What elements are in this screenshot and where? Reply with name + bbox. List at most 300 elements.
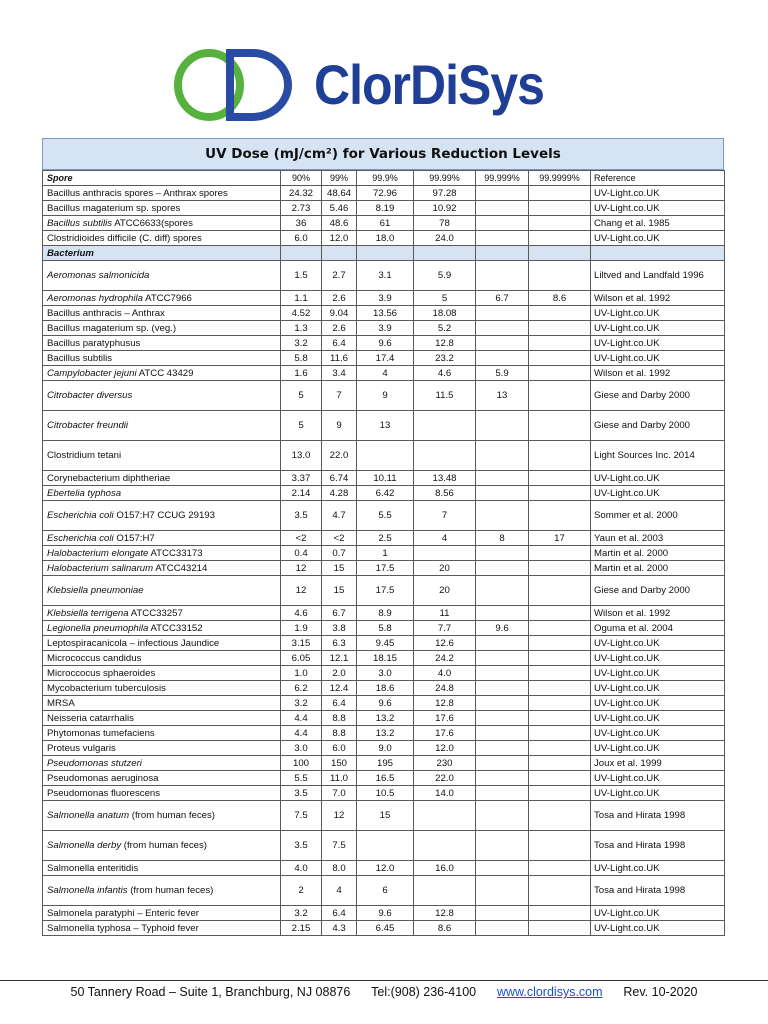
reference-cell: Wilson et al. 1992 — [591, 366, 725, 381]
dose-value: 12.0 — [322, 231, 357, 246]
dose-value — [529, 681, 591, 696]
column-header-row — [43, 171, 725, 186]
organism-name — [43, 651, 281, 666]
organism-name — [43, 471, 281, 486]
table-row — [43, 186, 725, 201]
organism-name-text: Salmonella typhosa – Typhoid fever — [47, 922, 199, 934]
dose-value: 5 — [414, 291, 476, 306]
dose-value: 9 — [322, 411, 357, 441]
reference-cell: Giese and Darby 2000 — [591, 381, 725, 411]
organism-name-text: (from human feces) — [129, 810, 215, 821]
dose-value: 9.04 — [322, 306, 357, 321]
dose-value — [476, 231, 529, 246]
dose-value — [529, 306, 591, 321]
organism-name-text: Bacillus anthracis – Anthrax — [47, 307, 165, 319]
table-row — [43, 906, 725, 921]
dose-value: 8 — [476, 531, 529, 546]
dose-value: 5 — [281, 381, 322, 411]
dose-value — [529, 186, 591, 201]
table-row — [43, 771, 725, 786]
dose-value: 17.5 — [357, 561, 414, 576]
dose-value: 3.9 — [357, 291, 414, 306]
dose-value: 3.0 — [357, 666, 414, 681]
dose-value: 6.7 — [476, 291, 529, 306]
dose-value — [414, 546, 476, 561]
dose-value: 36 — [281, 216, 322, 231]
dose-value — [529, 831, 591, 861]
organism-name — [43, 306, 281, 321]
dose-value — [476, 831, 529, 861]
organism-italic-name: Escherichia coli — [47, 532, 114, 544]
dose-value: 7.0 — [322, 786, 357, 801]
dose-value: 9.6 — [357, 906, 414, 921]
organism-italic-name: Citrobacter freundii — [47, 420, 129, 431]
organism-name-text: ATCC43214 — [153, 562, 208, 574]
dose-value — [476, 681, 529, 696]
organism-name-text: Bacillus magaterium sp. spores — [47, 202, 181, 214]
dose-value: 17 — [529, 531, 591, 546]
table-row — [43, 606, 725, 621]
dose-value: 10.5 — [357, 786, 414, 801]
dose-value: 3.4 — [322, 366, 357, 381]
organism-name — [43, 831, 281, 861]
organism-name-text: Clostridioides difficile (C. diff) spores — [47, 232, 202, 244]
reference-cell: Giese and Darby 2000 — [591, 411, 725, 441]
reference-cell: Tosa and Hirata 1998 — [591, 876, 725, 906]
dose-value — [414, 801, 476, 831]
dose-value — [529, 621, 591, 636]
dose-value — [529, 606, 591, 621]
dose-value: 11.0 — [322, 771, 357, 786]
dose-value — [476, 561, 529, 576]
dose-value: 6.2 — [281, 681, 322, 696]
dose-value: 97.28 — [414, 186, 476, 201]
organism-name-text: (from human feces) — [127, 885, 214, 896]
table-row — [43, 321, 725, 336]
reference-cell: Oguma et al. 2004 — [591, 621, 725, 636]
dose-value: 12 — [281, 576, 322, 606]
table-row — [43, 441, 725, 471]
reference-cell: UV-Light.co.UK — [591, 186, 725, 201]
section-empty-cell — [476, 246, 529, 261]
dose-value — [476, 216, 529, 231]
reference-cell: Wilson et al. 1992 — [591, 606, 725, 621]
dose-value: 6.4 — [322, 906, 357, 921]
uv-dose-table — [42, 170, 725, 936]
dose-value — [476, 321, 529, 336]
dose-value: 7 — [322, 381, 357, 411]
dose-value: 13 — [476, 381, 529, 411]
reference-cell: UV-Light.co.UK — [591, 771, 725, 786]
dose-value — [529, 786, 591, 801]
brand-name: ClorDiSys — [314, 53, 544, 117]
dose-value: 1.1 — [281, 291, 322, 306]
dose-value: 12.8 — [414, 696, 476, 711]
cd-logo-mark-icon — [172, 48, 296, 122]
organism-italic-name: Aeromonas salmonicida — [47, 270, 150, 281]
dose-value — [529, 876, 591, 906]
organism-name-text: Micrococcus candidus — [47, 652, 142, 664]
column-header: 99.9999% — [529, 171, 591, 186]
dose-value: 6.05 — [281, 651, 322, 666]
dose-value: 18.0 — [357, 231, 414, 246]
organism-name — [43, 861, 281, 876]
dose-value: 6.45 — [357, 921, 414, 936]
dose-value: 12.8 — [414, 336, 476, 351]
dose-value: 7.7 — [414, 621, 476, 636]
uv-dose-sheet — [42, 138, 724, 936]
dose-value: 4.52 — [281, 306, 322, 321]
reference-cell: UV-Light.co.UK — [591, 471, 725, 486]
section-empty-cell — [529, 246, 591, 261]
dose-value — [529, 741, 591, 756]
dose-value: 18.6 — [357, 681, 414, 696]
reference-cell: Wilson et al. 1992 — [591, 291, 725, 306]
dose-value: 2.14 — [281, 486, 322, 501]
dose-value: 4.0 — [414, 666, 476, 681]
dose-value: 5.9 — [476, 366, 529, 381]
dose-value — [476, 351, 529, 366]
organism-name — [43, 921, 281, 936]
dose-value: 8.6 — [529, 291, 591, 306]
dose-value — [476, 186, 529, 201]
dose-value: 23.2 — [414, 351, 476, 366]
dose-value — [529, 561, 591, 576]
organism-name — [43, 771, 281, 786]
dose-value: 4.4 — [281, 726, 322, 741]
dose-value: 5.5 — [281, 771, 322, 786]
dose-value: 6.0 — [281, 231, 322, 246]
dose-value: 13.48 — [414, 471, 476, 486]
organism-italic-name: Bacillus subtilis — [47, 217, 113, 229]
table-row — [43, 231, 725, 246]
dose-value — [529, 576, 591, 606]
dose-value: 11.5 — [414, 381, 476, 411]
dose-value — [529, 501, 591, 531]
organism-name — [43, 351, 281, 366]
organism-name-text: Bacillus paratyphusus — [47, 337, 141, 349]
organism-name — [43, 291, 281, 306]
dose-value: 5.9 — [414, 261, 476, 291]
reference-cell: UV-Light.co.UK — [591, 486, 725, 501]
organism-name — [43, 486, 281, 501]
table-row — [43, 921, 725, 936]
dose-value: 22.0 — [414, 771, 476, 786]
organism-name — [43, 576, 281, 606]
organism-name-text: MRSA — [47, 697, 75, 709]
dose-value — [529, 471, 591, 486]
reference-cell: Tosa and Hirata 1998 — [591, 801, 725, 831]
dose-value: 8.56 — [414, 486, 476, 501]
dose-value — [476, 861, 529, 876]
organism-italic-name: Aeromonas hydrophila — [47, 292, 143, 304]
dose-value — [529, 651, 591, 666]
column-header: 99.9% — [357, 171, 414, 186]
organism-name — [43, 786, 281, 801]
dose-value — [476, 906, 529, 921]
dose-value — [476, 501, 529, 531]
dose-value — [529, 321, 591, 336]
reference-cell: Yaun et al. 2003 — [591, 531, 725, 546]
table-row — [43, 561, 725, 576]
dose-value: 17.6 — [414, 726, 476, 741]
organism-name-text: Bacillus anthracis spores – Anthrax spores — [47, 187, 228, 199]
organism-italic-name: Ebertelia typhosa — [47, 487, 122, 499]
dose-value: 17.4 — [357, 351, 414, 366]
dose-value: 6.7 — [322, 606, 357, 621]
organism-name-text: Microccocus sphaeroides — [47, 667, 156, 679]
dose-value — [476, 411, 529, 441]
dose-value — [529, 711, 591, 726]
dose-value: 4.6 — [414, 366, 476, 381]
dose-value — [476, 306, 529, 321]
dose-value — [529, 636, 591, 651]
organism-name-text: Neisseria catarrhalis — [47, 712, 134, 724]
organism-name — [43, 411, 281, 441]
table-row — [43, 681, 725, 696]
organism-name-text: Salmonella enteritidis — [47, 862, 139, 874]
table-row — [43, 576, 725, 606]
dose-value: 12.8 — [414, 906, 476, 921]
organism-name — [43, 741, 281, 756]
table-row — [43, 201, 725, 216]
table-row — [43, 486, 725, 501]
reference-cell: Tosa and Hirata 1998 — [591, 831, 725, 861]
organism-italic-name: Escherichia coli — [47, 510, 114, 521]
dose-value: 24.0 — [414, 231, 476, 246]
dose-value — [476, 651, 529, 666]
dose-value: 2.0 — [322, 666, 357, 681]
table-row — [43, 306, 725, 321]
dose-value: 8.0 — [322, 861, 357, 876]
dose-value — [529, 906, 591, 921]
table-row — [43, 756, 725, 771]
table-row — [43, 351, 725, 366]
dose-value — [529, 441, 591, 471]
dose-value: 6.42 — [357, 486, 414, 501]
dose-value: 9.6 — [476, 621, 529, 636]
column-header: 99% — [322, 171, 357, 186]
reference-cell: Liltved and Landfald 1996 — [591, 261, 725, 291]
dose-value: 6.3 — [322, 636, 357, 651]
dose-value: 6 — [357, 876, 414, 906]
dose-value: 61 — [357, 216, 414, 231]
dose-value: 11 — [414, 606, 476, 621]
dose-value: <2 — [281, 531, 322, 546]
dose-value: 11.6 — [322, 351, 357, 366]
dose-value: 100 — [281, 756, 322, 771]
organism-name-text: ATCC33152 — [148, 622, 203, 634]
dose-value: 5.8 — [357, 621, 414, 636]
dose-value — [476, 696, 529, 711]
dose-value — [414, 411, 476, 441]
dose-value — [414, 831, 476, 861]
dose-value — [476, 801, 529, 831]
dose-value: 195 — [357, 756, 414, 771]
clordisys-logo — [172, 44, 612, 126]
reference-cell: Joux et al. 1999 — [591, 756, 725, 771]
dose-value — [529, 231, 591, 246]
organism-name — [43, 366, 281, 381]
table-row — [43, 651, 725, 666]
dose-value: 8.8 — [322, 726, 357, 741]
dose-value: 1.9 — [281, 621, 322, 636]
dose-value: 5 — [281, 411, 322, 441]
column-header: 90% — [281, 171, 322, 186]
dose-value: 20 — [414, 576, 476, 606]
dose-value: 3.5 — [281, 786, 322, 801]
dose-value: 17.6 — [414, 711, 476, 726]
organism-italic-name: Klebsiella pneumoniae — [47, 585, 144, 596]
dose-value: 3.2 — [281, 696, 322, 711]
organism-name-text: Proteus vulgaris — [47, 742, 116, 754]
organism-italic-name: Salmonella derby — [47, 840, 122, 851]
organism-name-text: O157:H7 CCUG 29193 — [113, 510, 215, 521]
organism-name — [43, 186, 281, 201]
dose-value — [529, 201, 591, 216]
dose-value: 17.5 — [357, 576, 414, 606]
dose-value — [476, 441, 529, 471]
dose-value — [529, 801, 591, 831]
dose-value: 8.9 — [357, 606, 414, 621]
dose-value: 5.2 — [414, 321, 476, 336]
footer-website-link[interactable]: www.clordisys.com — [496, 985, 603, 999]
reference-cell: UV-Light.co.UK — [591, 321, 725, 336]
dose-value: 0.7 — [322, 546, 357, 561]
dose-value: 2.7 — [322, 261, 357, 291]
dose-value: 3.2 — [281, 906, 322, 921]
dose-value: 5.5 — [357, 501, 414, 531]
organism-name-text: Pseudomonas aeruginosa — [47, 772, 159, 784]
table-row — [43, 876, 725, 906]
organism-name — [43, 606, 281, 621]
organism-name — [43, 216, 281, 231]
dose-value: 1.0 — [281, 666, 322, 681]
dose-value — [357, 831, 414, 861]
table-row — [43, 636, 725, 651]
reference-cell: Chang et al. 1985 — [591, 216, 725, 231]
organism-name-text: Phytomonas tumefaciens — [47, 727, 155, 739]
dose-value: 9.6 — [357, 336, 414, 351]
dose-value: 15 — [357, 801, 414, 831]
footer-revision: Rev. 10-2020 — [623, 985, 698, 999]
organism-name-text: Salmonela paratyphi – Enteric fever — [47, 907, 199, 919]
dose-value: 48.6 — [322, 216, 357, 231]
organism-name-text: Bacillus magaterium sp. (veg.) — [47, 322, 177, 334]
dose-value: 7.5 — [322, 831, 357, 861]
dose-value: 13 — [357, 411, 414, 441]
organism-name — [43, 906, 281, 921]
organism-name-text: Pseudomonas fluorescens — [47, 787, 161, 799]
dose-value — [476, 756, 529, 771]
organism-name-text: O157:H7 — [113, 532, 155, 544]
footer — [0, 981, 768, 1003]
organism-name — [43, 531, 281, 546]
dose-value: 4.4 — [281, 711, 322, 726]
dose-value — [476, 201, 529, 216]
organism-name-text: (from human feces) — [121, 840, 207, 851]
dose-value — [529, 696, 591, 711]
organism-italic-name: Legionella pneumophila — [47, 622, 149, 634]
dose-value — [476, 711, 529, 726]
reference-cell: UV-Light.co.UK — [591, 711, 725, 726]
dose-value: 20 — [414, 561, 476, 576]
dose-value: 5.8 — [281, 351, 322, 366]
organism-name — [43, 666, 281, 681]
dose-value: 3.2 — [281, 336, 322, 351]
dose-value: 12.4 — [322, 681, 357, 696]
dose-value: 10.11 — [357, 471, 414, 486]
table-row — [43, 801, 725, 831]
dose-value: 13.56 — [357, 306, 414, 321]
reference-cell: Light Sources Inc. 2014 — [591, 441, 725, 471]
dose-value — [529, 861, 591, 876]
dose-value: 48.64 — [322, 186, 357, 201]
dose-value: 6.4 — [322, 696, 357, 711]
dose-value — [529, 921, 591, 936]
dose-value — [476, 636, 529, 651]
table-row — [43, 291, 725, 306]
dose-value — [476, 921, 529, 936]
dose-value: 18.15 — [357, 651, 414, 666]
reference-cell: UV-Light.co.UK — [591, 351, 725, 366]
dose-value: 2.15 — [281, 921, 322, 936]
organism-name-text: Clostridium tetani — [47, 450, 122, 461]
dose-value: 2.73 — [281, 201, 322, 216]
organism-italic-name: Salmonella anatum — [47, 810, 130, 821]
organism-name-text: ATCC7966 — [143, 292, 192, 304]
dose-value: 4 — [322, 876, 357, 906]
dose-value: 24.32 — [281, 186, 322, 201]
organism-name-text: Bacillus subtilis — [47, 352, 113, 364]
dose-value: <2 — [322, 531, 357, 546]
dose-value — [476, 606, 529, 621]
table-row — [43, 531, 725, 546]
table-row — [43, 381, 725, 411]
dose-value: 3.5 — [281, 501, 322, 531]
reference-cell: UV-Light.co.UK — [591, 636, 725, 651]
dose-value — [476, 666, 529, 681]
dose-value: 6.74 — [322, 471, 357, 486]
dose-value — [476, 261, 529, 291]
dose-value — [529, 261, 591, 291]
organism-italic-name: Pseudomonas stutzeri — [47, 757, 142, 769]
dose-value: 24.2 — [414, 651, 476, 666]
dose-value: 12.0 — [414, 741, 476, 756]
table-row — [43, 861, 725, 876]
dose-value: 4.28 — [322, 486, 357, 501]
organism-name — [43, 621, 281, 636]
organism-name — [43, 546, 281, 561]
reference-cell: UV-Light.co.UK — [591, 666, 725, 681]
organism-italic-name: Halobacterium elongate — [47, 547, 149, 559]
dose-value: 12 — [281, 561, 322, 576]
dose-value: 3.8 — [322, 621, 357, 636]
dose-value: 9.45 — [357, 636, 414, 651]
dose-value: 18.08 — [414, 306, 476, 321]
table-row — [43, 366, 725, 381]
dose-value: 9.6 — [357, 696, 414, 711]
dose-value: 7 — [414, 501, 476, 531]
reference-cell: UV-Light.co.UK — [591, 651, 725, 666]
dose-value — [476, 471, 529, 486]
organism-name-text: ATCC 43429 — [136, 367, 194, 379]
dose-value: 2 — [281, 876, 322, 906]
reference-cell: UV-Light.co.UK — [591, 696, 725, 711]
dose-value: 12.6 — [414, 636, 476, 651]
table-row — [43, 216, 725, 231]
dose-value: 4 — [357, 366, 414, 381]
